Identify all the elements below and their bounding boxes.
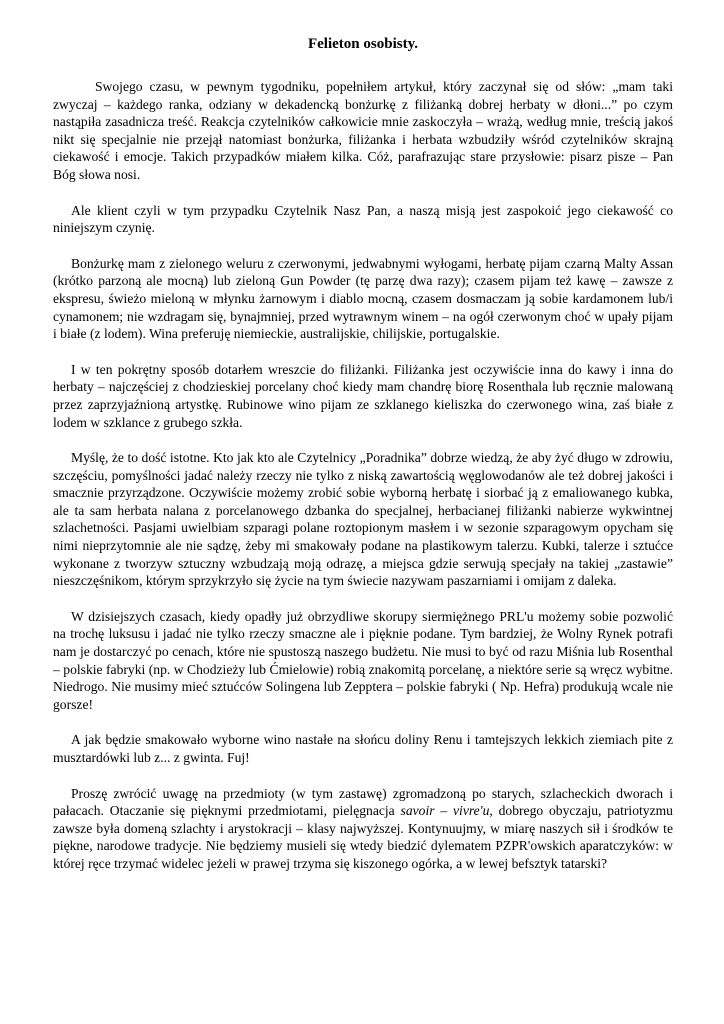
paragraph-8-text-start: Proszę zwrócić uwagę na przedmioty (w tym zastawę) zgromadzoną po starych, szlacheckich dworach i pałacach. Otaczanie się pięknymi przedmiotami, pielęgnacja <box>53 785 673 819</box>
paragraph-6: W dzisiejszych czasach, kiedy opadły już obrzydliwe skorupy siermiężnego PRL'u możemy sobie pozwolić na trochę luksusu i jadać nie tylko rzeczy smaczne ale i pięknie podane. Tym bardziej, że Wolny Rynek potrafi nam je dostarczyć po cenach, które nie spustoszą naszego budżetu. Nie musi to być od razu Miśnia lub Rosenthal – polskie fabryki (np. w Chodzieży lub Ćmielowie) robią znakomitą porcelanę, a niektóre serie są wręcz wybitne. Niedrogo. Nie musimy mieć sztućców Solingena lub Zepptera – polskie fabryki ( Np. Hefra) produkują wcale nie gorsze! <box>53 608 673 712</box>
paragraph-8 <box>53 785 673 873</box>
paragraph-5: Myślę, że to dość istotne. Kto jak kto ale Czytelnicy „Poradnika” dobrze wiedzą, że aby żyć długo w zdrowiu, szczęściu, pomyślności jadać należy rzeczy nie tylko z niską zawartością węglowodanów ale też dobrej jakości i smacznie przyrządzone. Oczywiście możemy zrobić sobie wyborną herbatę i siorbać ją z emaliowanego kubka, ale ta sam herbata nalana z porcelanowego dzbanka do specjalnej, herbacianej filiżanki nabierze wykwintnej szlachetności. Pasjami uwielbiam szparagi polane roztopionym masłem i w sezonie szparagowym opycham się nimi nieprzytomnie ale nie sądzę, żeby mi smakowały podane na plastikowym talerzu. Kubki, talerze i sztućce wykonane z tworzyw sztuczny wzbudzają moją odrazę, a miejsca gdzie serwują specjały na takiej „zastawie” nieszczęśnikom, którym sprzykrzyło się życie na tym świecie nazywam paszarniami i omijam z daleka. <box>53 450 673 589</box>
paragraph-8-italic-phrase: savoir – vivre'u <box>400 803 490 819</box>
paragraph-8-text-end: , dobrego obyczaju, patriotyzmu zawsze była domeną szlachty i arystokracji – klasy najwyższej. Kontynuujmy, w miarę naszych sił i środków te piękne, narodowe tradycje. Nie będziemy musieli się wtedy biedzić dylematem PZPR'owskich aparatczyków: w której ręce trzymać widelec jeżeli w prawej trzyma się kiszonego ogórka, a w lewej befsztyk tatarski? <box>53 803 673 871</box>
paragraph-2: Ale klient czyli w tym przypadku Czytelnik Nasz Pan, a naszą misją jest zaspokoić jego ciekawość co niniejszym czynię. <box>53 202 673 236</box>
paragraph-7: A jak będzie smakowało wyborne wino nastałe na słońcu doliny Renu i tamtejszych lekkich ziemiach pite z musztardówki lub z... z gwinta. Fuj! <box>53 732 673 765</box>
document-title: Felieton osobisty. <box>307 36 418 52</box>
paragraph-4: I w ten pokrętny sposób dotarłem wreszcie do filiżanki. Filiżanka jest oczywiście inna do kawy i inna do herbaty – najczęściej z chodzieskiej porcelany choć kiedy mam chandrę biorę Rosenthala lub ręcznie malowaną przez zaprzyjaźnioną artystkę. Rubinowe wino pijam ze szklanego kieliszka do czerwonego wina, zaś białe z lodem w szklance z grubego szkła. <box>53 361 673 430</box>
paragraph-3: Bonżurkę mam z zielonego weluru z czerwonymi, jedwabnymi wyłogami, herbatę pijam czarną Malty Assan (krótko parzoną ale mocną) lub zieloną Gun Powder (tę parzę dwa razy); czasem pijam też kawę – zawsze z ekspresu, świeżo mieloną w młynku żarnowym i diablo mocną, czasem dosmaczam ją sobie kardamonem lub/i cynamonem; nie wzdragam się, bynajmniej, przed wytrawnym winem – na ogół czerwonym choć w upały pijam i białe (z lodem). Wina preferuję niemieckie, australijskie, chilijskie, portugalskie. <box>53 255 673 342</box>
paragraph-1: Swojego czasu, w pewnym tygodniku, popełniłem artykuł, który zaczynał się od słów: „mam taki zwyczaj – każdego ranka, odziany w dekadencką bonżurkę z filiżanką dobrej herbaty w dłoni...” po czym nastąpiła zasadnicza treść. Reakcja czytelników całkowicie mnie zaskoczyła – wrażą, według mnie, treścią jakoś nikt się specjalnie nie przejął natomiast bonżurka, filiżanka i herbata wzbudziły wśród czytelników skrajną ciekawość i emocje. Takich przypadków miałem kilka. Cóż, parafrazując stare przysłowie: pisarz pisze – Pan Bóg słowa nosi. <box>53 79 673 182</box>
document-page <box>53 34 673 873</box>
